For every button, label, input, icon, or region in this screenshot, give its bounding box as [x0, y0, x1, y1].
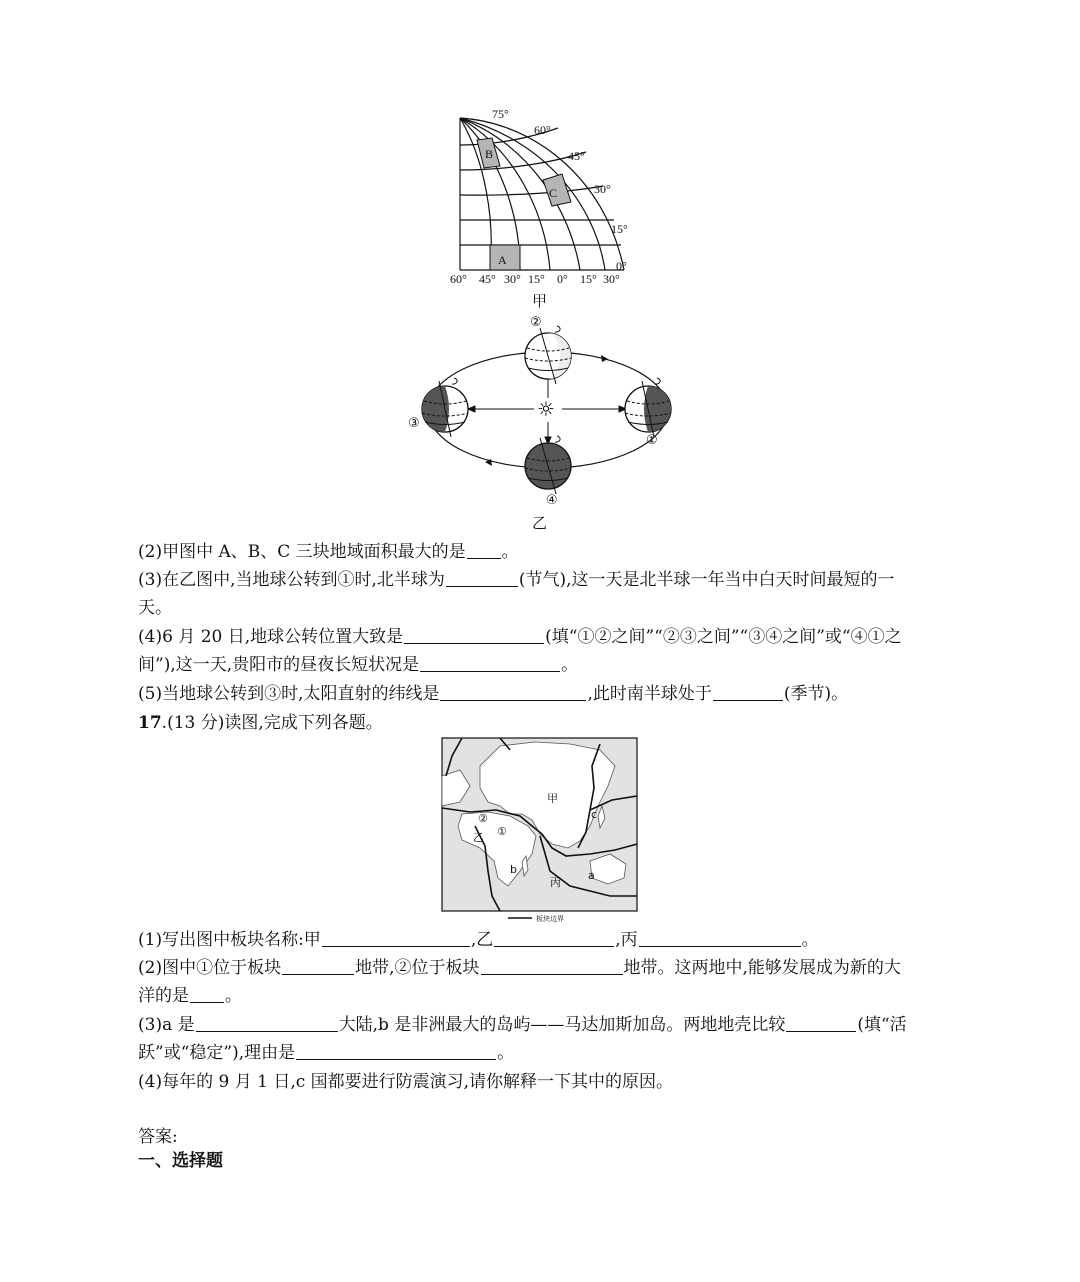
- label-circle-2: ②: [478, 812, 488, 825]
- earth-position-1: [625, 381, 671, 437]
- answer-blank[interactable]: [282, 958, 354, 975]
- label-circle-1: ①: [497, 825, 507, 838]
- earth-position-4: [525, 438, 571, 494]
- region-b-label: B: [485, 147, 494, 161]
- answer-blank[interactable]: [420, 655, 560, 672]
- lat-label: 45°: [568, 149, 585, 163]
- figure-yi-caption: 乙: [532, 514, 548, 532]
- answers-label: 答案:: [138, 1127, 178, 1147]
- region-a-label: A: [498, 253, 507, 267]
- label-b: b: [510, 863, 517, 876]
- q17-part3: (3)a 是 大陆,b 是非洲最大的岛屿——马达加斯加岛。两地地壳比较 (填“活: [138, 1015, 907, 1035]
- answer-blank[interactable]: [446, 570, 518, 587]
- label-c: c: [591, 808, 598, 821]
- q17-part2-cont: 洋的是 。: [138, 986, 242, 1006]
- sun-icon: ☼: [537, 397, 555, 421]
- answer-blank[interactable]: [404, 627, 544, 644]
- lat-label: 15°: [611, 222, 628, 236]
- position-label-3: ③: [408, 416, 420, 431]
- lat-label: 75°: [492, 107, 509, 121]
- plate-map: [440, 736, 640, 926]
- q16-part4-cont: 间”),这一天,贵阳市的昼夜长短状况是 。: [138, 655, 579, 675]
- q16-part5: (5)当地球公转到③时,太阳直射的纬线是 ,此时南半球处于 (季节)。: [138, 684, 849, 704]
- region-c-label: C: [549, 186, 558, 200]
- earth-position-2: [525, 328, 571, 384]
- answer-blank[interactable]: [296, 1043, 496, 1060]
- plate-label-bing: 丙: [550, 876, 561, 889]
- lat-label: 60°: [534, 123, 551, 137]
- answers-section-heading: 一、选择题: [138, 1151, 223, 1171]
- answer-blank[interactable]: [639, 930, 801, 947]
- lon-label: 15°: [528, 272, 545, 286]
- q16-part4: (4)6 月 20 日,地球公转位置大致是 (填“①②之间”“②③之间”“③④之间”或“④①之: [138, 627, 902, 647]
- q17-stem: 17.(13 分)读图,完成下列各题。: [138, 713, 383, 733]
- answer-blank[interactable]: [786, 1015, 856, 1032]
- answer-blank[interactable]: [494, 930, 614, 947]
- lon-label: 45°: [479, 272, 496, 286]
- q17-part1: (1)写出图中板块名称:甲 ,乙 ,丙 。: [138, 930, 819, 950]
- q17-part2: (2)图中①位于板块 地带,②位于板块 地带。这两地中,能够发展成为新的大: [138, 958, 901, 978]
- answer-blank[interactable]: [481, 958, 623, 975]
- q17-part3-cont: 跃”或“稳定”),理由是 。: [138, 1043, 515, 1063]
- position-label-1: ①: [646, 433, 658, 448]
- lon-label: 30°: [504, 272, 521, 286]
- figure-jia-caption: 甲: [532, 292, 548, 310]
- plate-label-jia: 甲: [547, 792, 558, 805]
- answer-blank[interactable]: [190, 986, 224, 1003]
- q16-part2: (2)甲图中 A、B、C 三块地域面积最大的是 。: [138, 542, 519, 562]
- map-legend-label: 板块边界: [536, 915, 564, 923]
- answer-blank[interactable]: [713, 684, 783, 701]
- lat-label: 0°: [616, 259, 627, 273]
- orbit-figure: [400, 312, 690, 512]
- answer-blank[interactable]: [196, 1015, 338, 1032]
- position-label-2: ②: [530, 315, 542, 330]
- q17-part4: (4)每年的 9 月 1 日,c 国都要进行防震演习,请你解释一下其中的原因。: [138, 1072, 674, 1092]
- answer-blank[interactable]: [322, 930, 470, 947]
- lat-label: 30°: [594, 182, 611, 196]
- graticule-figure: [440, 100, 640, 288]
- lon-label: 60°: [450, 272, 467, 286]
- earth-position-3: [422, 381, 468, 437]
- lon-label: 30°: [603, 272, 620, 286]
- lon-label: 0°: [557, 272, 568, 286]
- q16-part3: (3)在乙图中,当地球公转到①时,北半球为 (节气),这一天是北半球一年当中白天时间最短的一: [138, 570, 895, 590]
- q16-part3-cont: 天。: [138, 598, 172, 618]
- answer-blank[interactable]: [440, 684, 586, 701]
- position-label-4: ④: [546, 493, 558, 508]
- lon-label: 15°: [580, 272, 597, 286]
- label-a: a: [588, 869, 595, 882]
- plate-label-yi: 乙: [473, 831, 484, 844]
- answer-blank[interactable]: [467, 542, 501, 559]
